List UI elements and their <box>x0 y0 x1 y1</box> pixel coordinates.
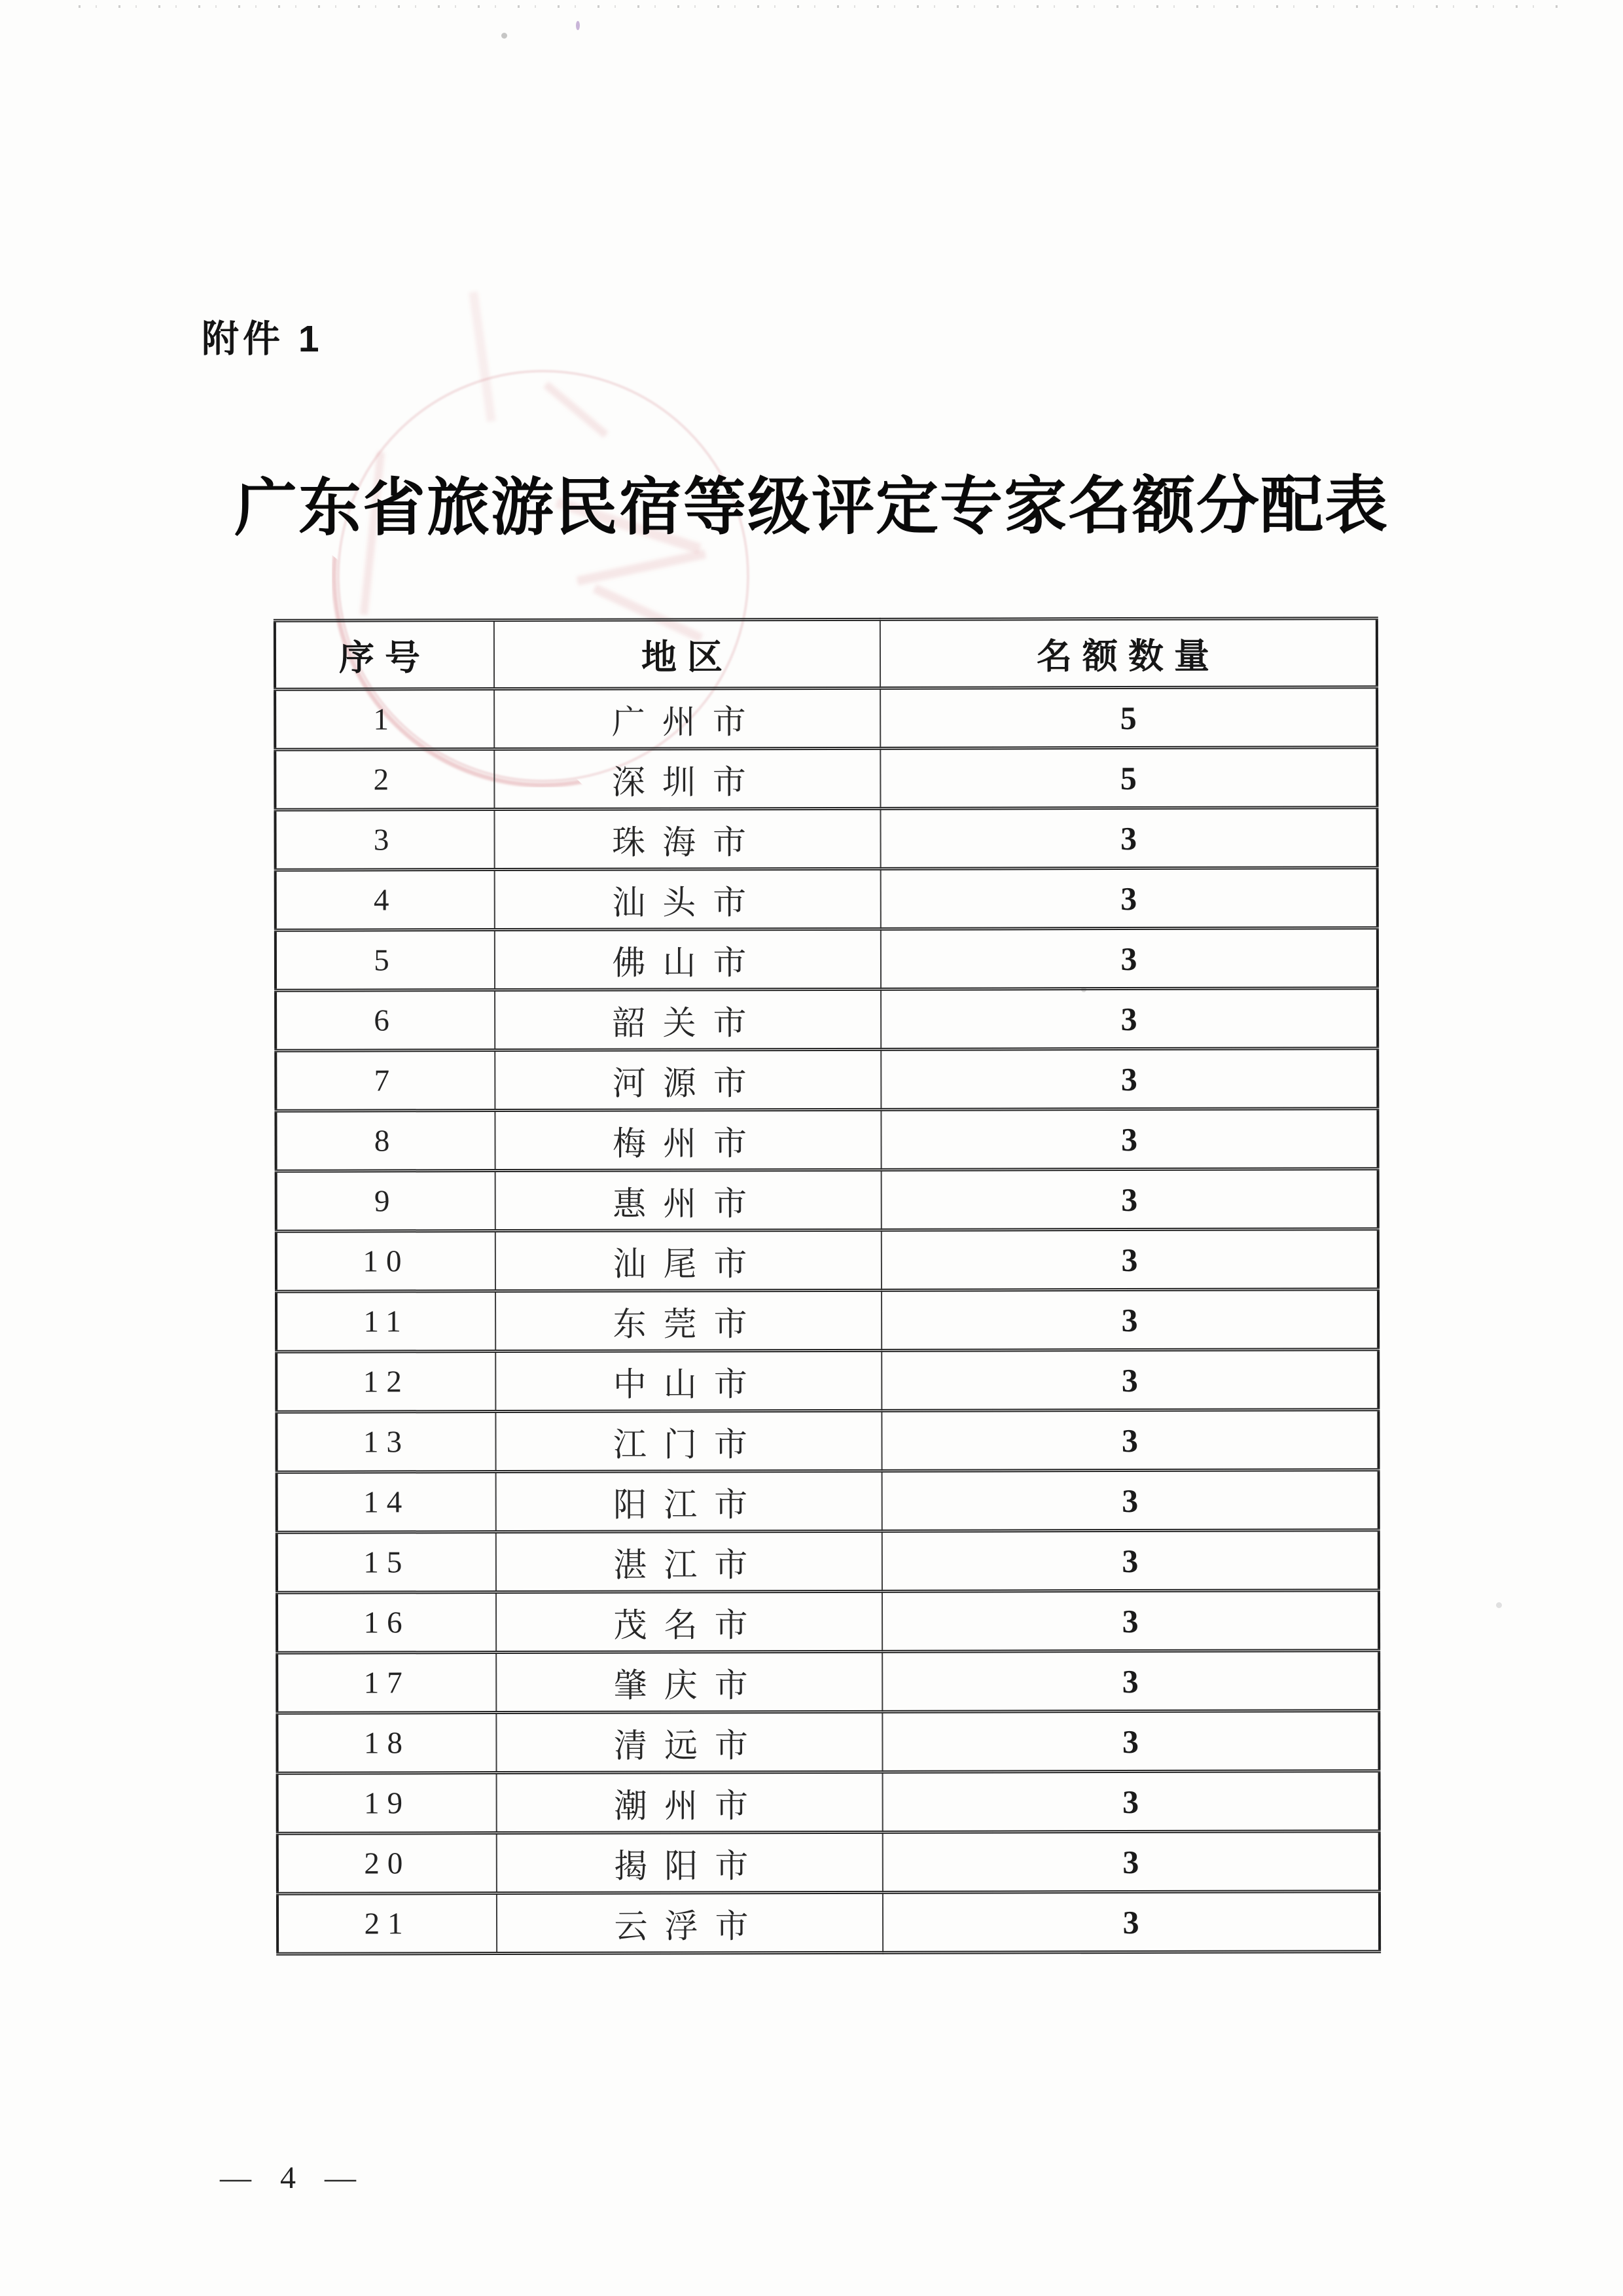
cell-region: 汕尾市 <box>495 1230 882 1291</box>
cell-quota: 3 <box>882 1289 1378 1351</box>
table-row <box>276 1109 1378 1172</box>
cell-quota: 3 <box>883 1771 1380 1833</box>
table-row <box>276 1229 1378 1292</box>
cell-no: 18 <box>277 1713 496 1774</box>
cell-region: 珠海市 <box>494 808 880 869</box>
quota-table <box>274 617 1378 1956</box>
cell-no: 15 <box>277 1532 496 1593</box>
page-title: 广东省旅游民宿等级评定专家名额分配表 <box>234 470 1389 544</box>
cell-region: 韶关市 <box>495 989 881 1050</box>
cell-region: 肇庆市 <box>496 1651 882 1712</box>
seal-mark <box>469 291 496 422</box>
cell-no: 20 <box>277 1833 497 1894</box>
cell-quota: 3 <box>882 1470 1379 1532</box>
cell-no: 21 <box>277 1893 497 1954</box>
scan-speck <box>576 21 580 30</box>
table-row <box>276 1410 1378 1473</box>
header-row <box>275 619 1377 690</box>
cell-region: 梅州市 <box>495 1109 881 1170</box>
table-row <box>276 1169 1378 1232</box>
cell-quota: 3 <box>882 1651 1379 1712</box>
cell-quota: 3 <box>882 1169 1378 1230</box>
cell-no: 17 <box>277 1653 496 1713</box>
cell-no: 7 <box>276 1050 495 1111</box>
table-header <box>275 619 1377 690</box>
table-row <box>276 1049 1378 1111</box>
cell-region: 汕头市 <box>495 869 881 929</box>
table-row <box>277 1892 1380 1954</box>
table-row <box>275 808 1377 870</box>
cell-no: 16 <box>277 1592 496 1653</box>
seal-mark <box>543 382 609 438</box>
cell-quota: 3 <box>880 808 1377 869</box>
cell-region: 东莞市 <box>495 1290 882 1351</box>
cell-quota: 5 <box>880 687 1377 749</box>
cell-region: 佛山市 <box>495 929 881 990</box>
cell-quota: 3 <box>881 1109 1378 1170</box>
table-row <box>277 1771 1380 1834</box>
table-row <box>277 1590 1379 1653</box>
table-row <box>277 1651 1379 1713</box>
cell-region: 云浮市 <box>497 1892 883 1953</box>
cell-region: 河源市 <box>495 1049 881 1110</box>
table-row <box>276 868 1378 931</box>
cell-no: 3 <box>275 810 494 870</box>
cell-quota: 3 <box>882 1711 1379 1772</box>
header-no: 序号 <box>275 620 494 690</box>
table-row <box>276 1350 1378 1412</box>
cell-quota: 3 <box>881 928 1378 990</box>
cell-quota: 3 <box>882 1410 1378 1471</box>
table-row <box>276 928 1378 991</box>
header-region: 地区 <box>494 619 880 689</box>
cell-region: 清远市 <box>496 1712 882 1772</box>
cell-no: 11 <box>276 1291 495 1352</box>
cell-no: 2 <box>275 749 494 810</box>
scan-speck <box>1496 1602 1502 1608</box>
cell-quota: 3 <box>883 1831 1380 1893</box>
cell-region: 潮州市 <box>497 1772 883 1833</box>
cell-no: 5 <box>276 930 495 991</box>
cell-region: 深圳市 <box>494 748 880 809</box>
cell-quota: 3 <box>882 1590 1379 1652</box>
cell-no: 6 <box>276 990 495 1051</box>
table-row <box>275 747 1377 810</box>
table-row <box>277 1831 1380 1894</box>
cell-no: 4 <box>276 870 495 931</box>
cell-quota: 5 <box>880 747 1377 809</box>
page-number: — 4 — <box>220 2161 366 2195</box>
cell-region: 揭阳市 <box>497 1832 883 1893</box>
table-row <box>276 988 1378 1051</box>
cell-quota: 3 <box>881 868 1378 929</box>
cell-region: 广州市 <box>494 688 880 749</box>
cell-region: 茂名市 <box>496 1591 882 1652</box>
table-body <box>275 687 1380 1954</box>
cell-region: 惠州市 <box>495 1170 882 1230</box>
cell-region: 阳江市 <box>496 1471 882 1532</box>
cell-no: 10 <box>276 1231 495 1292</box>
cell-no: 1 <box>275 689 494 750</box>
cell-quota: 3 <box>882 1350 1378 1411</box>
table-row <box>276 1289 1378 1352</box>
table-row <box>277 1530 1379 1593</box>
cell-no: 19 <box>277 1773 497 1834</box>
cell-region: 中山市 <box>495 1350 882 1411</box>
cell-no: 13 <box>276 1412 495 1473</box>
header-quota: 名额数量 <box>880 619 1377 689</box>
cell-region: 湛江市 <box>496 1531 882 1592</box>
cell-no: 14 <box>277 1472 496 1533</box>
cell-quota: 3 <box>881 1049 1378 1110</box>
cell-quota: 3 <box>882 1530 1379 1592</box>
table-row <box>275 687 1377 750</box>
scan-noise-strip <box>79 5 1558 8</box>
cell-no: 9 <box>276 1171 495 1232</box>
attachment-label: 附件 1 <box>202 318 323 360</box>
cell-quota: 3 <box>882 1229 1378 1291</box>
cell-region: 江门市 <box>495 1410 882 1471</box>
seal-mark <box>577 549 707 585</box>
table-row <box>277 1711 1379 1774</box>
table-row <box>277 1470 1379 1533</box>
cell-no: 8 <box>276 1111 495 1172</box>
cell-quota: 3 <box>881 988 1378 1050</box>
cell-no: 12 <box>276 1352 495 1412</box>
cell-quota: 3 <box>883 1892 1380 1953</box>
scan-speck <box>501 33 507 39</box>
